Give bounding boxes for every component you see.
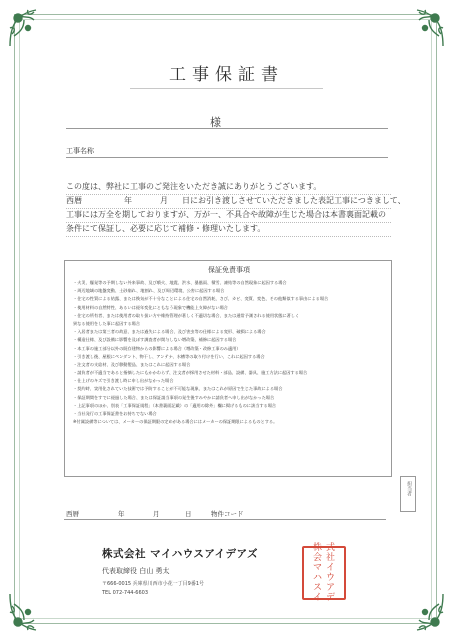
company-tel: TEL 072-744-6603: [102, 590, 149, 596]
list-item: ・構造仕様、及び設備に影響を及ぼす調査者が関与しない増改築、補修に起因する場合: [73, 337, 237, 343]
company-seal: [302, 543, 346, 603]
intro-underline: [66, 208, 391, 209]
company-name: 株式会社 マイハウスアイデアズ: [102, 548, 259, 560]
construction-name-label: 工事名称: [66, 147, 94, 155]
list-item: ・仕上げのキズで引き渡し時に申し出がなかった場合: [73, 378, 174, 384]
intro-line-4: 条件にて保証し、必要に応じて補修・修理いたします。: [66, 224, 266, 233]
list-item: ・契約時、実用化されていた技術では予防することが不可能な現象、またはこれが原因で生じた事故による場合: [73, 386, 283, 392]
list-item: ・上記事項のほか、別表「工事保証規程」（本書裏面記載）の「適用の除外」欄に掲げるものに該当する場合: [73, 402, 277, 408]
intro-line-2: [66, 194, 406, 208]
floral-ornament-icon: [6, 6, 50, 50]
intro-month: 月: [160, 196, 168, 205]
representative: 代表取締役 白山 勇太: [102, 567, 170, 575]
list-item: ・請負者が不適当であると指摘したにもかかわらず、注文者が採用させた材料・部品、設備、器具、施工方法に起因する場合: [73, 370, 308, 376]
seal-char: ウ: [325, 573, 335, 583]
list-item: ・住宅の性質による結露、または換気が不十分なことによる住宅の自然消耗、さび、カビ、変質、変色、その他類似する事由による場合: [73, 296, 329, 302]
intro-underline: [66, 222, 391, 223]
floral-ornament-icon: [6, 590, 50, 634]
page-title: 工事保証書: [169, 65, 284, 85]
customer-name-line[interactable]: [66, 128, 388, 129]
intro-underline: [66, 236, 391, 237]
intro-line-3: 工事には万全を期しておりますが、万が一、不具合や故障が生じた場合は本書裏面記載の: [66, 210, 386, 219]
list-item: ・引き渡し後、屋根にペンダント、物干し、アンテナ、水槽等の取り付けを行い、これに起因する場合: [73, 353, 265, 359]
intro-line-1: この度は、弊社に工事のご発注をいただき誠にありがとうございます。: [66, 182, 322, 191]
exemption-box: [64, 260, 392, 477]
list-item: ・入居者または第三者の故意、または過失による場合、及び害虫等の仕様による変形、破損による場合: [73, 329, 266, 335]
property-code-label: 物件コード: [211, 510, 244, 518]
construction-name-line[interactable]: [66, 157, 388, 158]
bottom-era: 西暦: [66, 510, 79, 518]
bottom-month: 月: [153, 510, 160, 518]
company-address: 〒666-0015 兵庫県川西市小花一丁目9番1号: [102, 581, 205, 587]
seal-char: 株: [312, 543, 322, 553]
list-item: ・当社発行の工事保証書をお持ちでない場合: [73, 411, 157, 416]
seal-char: 式: [325, 543, 335, 553]
person-in-charge-stamp-box[interactable]: [400, 476, 416, 512]
list-item: ・使用材料の自然特性、あるいは経年変化にともなう現象で機能上支障がない場合: [73, 304, 228, 310]
list-item: ・火災、爆発等の予期しない外来事故、及び噴火、地震、洪水、暴風雨、積雪、凍結等の自然現象に起因する場合: [73, 280, 287, 285]
intro-era: 西暦: [66, 196, 82, 205]
list-item: ・本工事の施工部分以外の既存建物からの影響による場合（増改築・改修工事のみ適用）: [73, 345, 241, 351]
exemption-title: 保証免責事項: [208, 266, 250, 274]
list-item: ・住宅の所有者、または使用者の取り扱い方や維持管理が著しく不適切な場合、または通常予測される使用状態に著しく: [73, 312, 300, 318]
intro-paragraph: [66, 180, 406, 236]
exemption-list: [73, 279, 387, 426]
intro-year: 年: [124, 196, 132, 205]
title-divider: [130, 88, 323, 89]
intro-line-2-rest: 日にお引き渡しさせていただきました表記工事につきまして、: [182, 196, 406, 205]
list-item: ・周辺地域の地盤変動、土砂崩れ、地割れ、及び周辺環境、公害に起因する場合: [73, 288, 225, 294]
floral-ornament-icon: [403, 590, 447, 634]
customer-suffix: 様: [210, 116, 221, 129]
seal-char: デ: [325, 593, 335, 603]
list-item: ・保証期間をすでに経過した場合、または保証請当事項の発生後すみやかに請負者へ申し出がなかった場合: [73, 394, 275, 400]
intro-underline: [66, 194, 391, 195]
seal-char: ス: [312, 583, 322, 593]
seal-char: 会: [312, 553, 322, 563]
list-item: ※付属設備等については、メーカーの保証期限の定めがある場合にはメーカーの保証期限によるものとする。: [73, 419, 278, 425]
bottom-year: 年: [118, 510, 125, 518]
bottom-line[interactable]: [64, 519, 386, 520]
seal-char: ハ: [312, 573, 322, 583]
list-item: 異なる使用をした事に起因する場合: [73, 320, 141, 326]
stamp-label: 担当者: [406, 481, 412, 496]
seal-char: イ: [312, 593, 322, 603]
seal-char: イ: [325, 563, 335, 573]
seal-char: マ: [312, 563, 322, 573]
seal-char: 社: [325, 553, 335, 563]
floral-ornament-icon: [403, 6, 447, 50]
list-item: ・注文者の支給材、及び移動製品、またはこれに起因する場合: [73, 361, 191, 367]
bottom-day: 日: [185, 510, 192, 518]
seal-char: ア: [325, 583, 335, 593]
